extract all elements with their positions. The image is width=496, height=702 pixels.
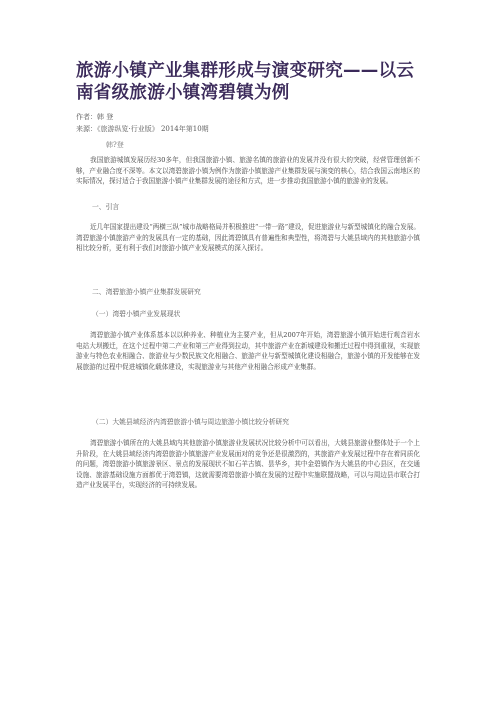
section-heading-introduction: 一、引言 xyxy=(92,203,120,211)
comparison-paragraph: 湾碧旅游小镇所在的大姚县域内其他旅游小镇旅游业发展状况比较分析中可以看出，大姚县旅游业整体处于一个上升阶段，在大姚县域经济内湾碧旅游小镇旅游产业发展面对的竞争还是很激烈的，其旅游产业发展过程中存在着同质化的问题，湾碧旅游小镇旅游景区、景点的发展现状不如石羊古镇、昙华乡，其中金碧镇作为大姚县的中心县区，在交通设施、旅游基础设施方面都优于湾碧镇，这就需要湾碧旅游小镇在发展的过程中实施联盟战略，可以与周边县市联合打造产业发展平台，实现经济的可持续发展。 xyxy=(76,439,420,490)
author-mark: 韩?登 xyxy=(106,141,124,149)
abstract-paragraph: 我国旅游城镇发展历经30多年，但我国旅游小镇、旅游名镇的旅游业的发展并没有很大的突破，经营管理创新不够，产业融合度不深等。本文以湾碧旅游小镇为例作为旅游小镇旅游产业集群发展与演变的核心，结合我国云南地区的实际情况，探讨适合于我国旅游小镇产业集群发展的途径和方式，进一步推动我国旅游小镇的旅游业的发展。 xyxy=(76,156,420,186)
source-line: 来源：《旅游纵览·行业版》 2014年第10期 xyxy=(76,125,209,133)
article-title: 旅游小镇产业集群形成与演变研究——以云南省级旅游小镇湾碧镇为例 xyxy=(76,61,415,103)
subsection-heading-comparison: （二）大姚县域经济内湾碧旅游小镇与周边旅游小镇比较分析研究 xyxy=(92,418,290,426)
subsection-heading-current-status: （一）湾碧小镇产业发展现状 xyxy=(92,310,181,318)
introduction-paragraph: 近几年国家提出建设“两横三纵”城市战略格局并积极推进“一带一路”建设，促进旅游业与新型城镇化的融合发展。湾碧旅游小镇旅游产业的发展具有一定的基础，因此湾碧镇具有普遍性和典型性，将湾碧与大姚县域内的其他旅游小镇相比较分析，更有利于我们对旅游小镇产业发展模式的深入探讨。 xyxy=(76,223,420,253)
section-heading-industry-cluster: 二、湾碧旅游小镇产业集群发展研究 xyxy=(92,288,201,296)
author-line: 作者：韩 登 xyxy=(76,113,114,121)
current-status-paragraph: 湾碧旅游小镇产业体系基本以以种养业、种植业为主要产业，但从2007年开始，湾碧旅游小镇开始进行观音岩水电站大坝搬迁，在这个过程中第二产业和第三产业得到拉动，其中旅游产业在新城建设和搬迁过程中得到重视，实现旅游业与特色农业相融合、旅游业与少数民族文化相融合、旅游产业与新型城镇化建设相融合，旅游小镇的开发能够在发展旅游的过程中促进城镇化载体建设，实现旅游业与其他产业相融合形成产业集群。 xyxy=(76,331,420,371)
